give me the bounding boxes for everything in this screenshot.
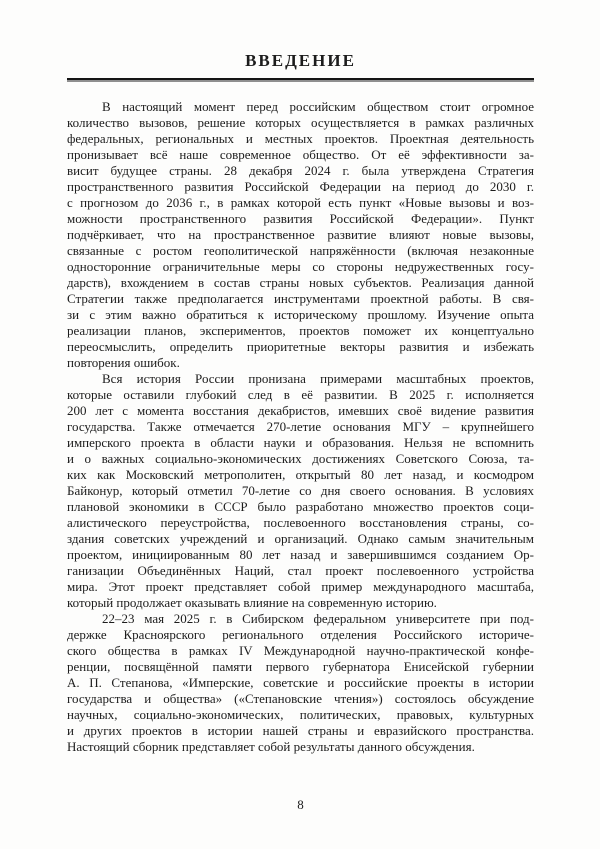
text-line: государства. Также отмечается 270-летие основания МГУ – крупнейшего — [67, 419, 534, 434]
text-line: который продолжает оказывать влияние на современную историю. — [67, 595, 437, 610]
page-number: 8 — [297, 797, 304, 812]
text-line: проектом, инициированным 80 лет назад и завершившимся созданием Ор- — [67, 547, 534, 562]
text-line: Вся история России пронизана примерами масштабных проектов, — [102, 371, 534, 386]
text-line: висит будущее страны. 28 декабря 2024 г. была утверждена Стратегия — [67, 163, 534, 178]
text-line: и других проектов в истории нашей страны и евразийского пространства. — [67, 723, 534, 738]
paragraph — [67, 611, 534, 755]
text-line: связанные с ростом геополитической напряжённости (включая незаконные — [67, 243, 534, 258]
text-line: федеральных, региональных и местных проектов. Проектная деятельность — [67, 131, 534, 146]
text-line: 22–23 мая 2025 г. в Сибирском федеральном университете при под- — [102, 611, 534, 626]
body-text — [67, 99, 534, 755]
text-line: и о важных социально-экономических достижениях Советского Союза, та- — [67, 451, 534, 466]
text-line: государства и общества» («Степановские чтения») состоялось обсуждение — [67, 691, 534, 706]
text-line: ренции, посвящённой памяти первого губернатора Енисейской губернии — [67, 659, 534, 674]
text-line: Настоящий сборник представляет собой результаты данного обсуждения. — [67, 739, 475, 754]
text-line: здания советских учреждений и организаций. Однако самым значительным — [67, 531, 534, 546]
text-line: можности пространственного развития Российской Федерации». Пункт — [67, 211, 534, 226]
text-line: переосмыслить, определить приоритетные векторы развития и избежать — [67, 339, 534, 354]
text-line: А. П. Степанова, «Имперские, советские и российские проекты в истории — [67, 675, 534, 690]
paragraph — [67, 371, 534, 611]
text-line: с прогнозом до 2036 г., в рамках которой есть пункт «Новые вызовы и воз- — [67, 195, 534, 210]
text-line: ких как Московский метрополитен, открытый 80 лет назад, и космодром — [67, 467, 534, 482]
text-line: количество вызовов, решение которых осуществляется в рамках различных — [67, 115, 534, 130]
text-line: Байконур, который отметил 70-летие со дня своего основания. В условиях — [67, 483, 534, 498]
title-rule — [67, 78, 534, 80]
text-line: повторения ошибок. — [67, 355, 180, 370]
text-line: алистического переустройства, послевоенного восстановления страны, со- — [67, 515, 534, 530]
text-line: имперского проекта в области науки и образования. Нельзя не вспомнить — [67, 435, 534, 450]
text-line: плановой экономики в СССР было разработано множество проектов соци- — [67, 499, 534, 514]
text-line: 200 лет с момента восстания декабристов, имевших своё видение развития — [67, 403, 534, 418]
text-line: подчёркивает, что на пространственное развитие влияют новые вызовы, — [67, 227, 534, 242]
text-line: мира. Этот проект представляет собой пример международного масштаба, — [67, 579, 534, 594]
text-line: зи с этим важно обратиться к историческому прошлому. Изучение опыта — [67, 307, 534, 322]
page-title: ВВЕДЕНИЕ — [245, 51, 356, 70]
text-line: В настоящий момент перед российским обществом стоит огромное — [102, 99, 534, 114]
text-line: дарств), вхождением в состав страны новых субъектов. Реализация данной — [67, 275, 534, 290]
text-line: Стратегии также предполагается инструментами проектной работы. В свя- — [67, 291, 534, 306]
text-line: держке Красноярского регионального отделения Российского историче- — [67, 627, 534, 642]
text-line: реализации планов, экспериментов, проектов поможет их концептуально — [67, 323, 534, 338]
text-line: ганизации Объединённых Наций, стал проект послевоенного устройства — [67, 563, 534, 578]
text-line: пространственного развития Российской Федерации на период до 2030 г. — [67, 179, 534, 194]
text-line: пронизывает всё наше современное общество. От её эффективности за- — [67, 147, 534, 162]
text-line: научных, социально-экономических, политических, правовых, культурных — [67, 707, 534, 722]
text-line: которые оставили глубокий след в её развитии. В 2025 г. исполняется — [67, 387, 534, 402]
text-line: односторонние ограничительные меры со стороны недружественных госу- — [67, 259, 534, 274]
text-line: ского общества в рамках IV Международной научно-практической конфе- — [67, 643, 534, 658]
paragraph — [67, 99, 534, 371]
